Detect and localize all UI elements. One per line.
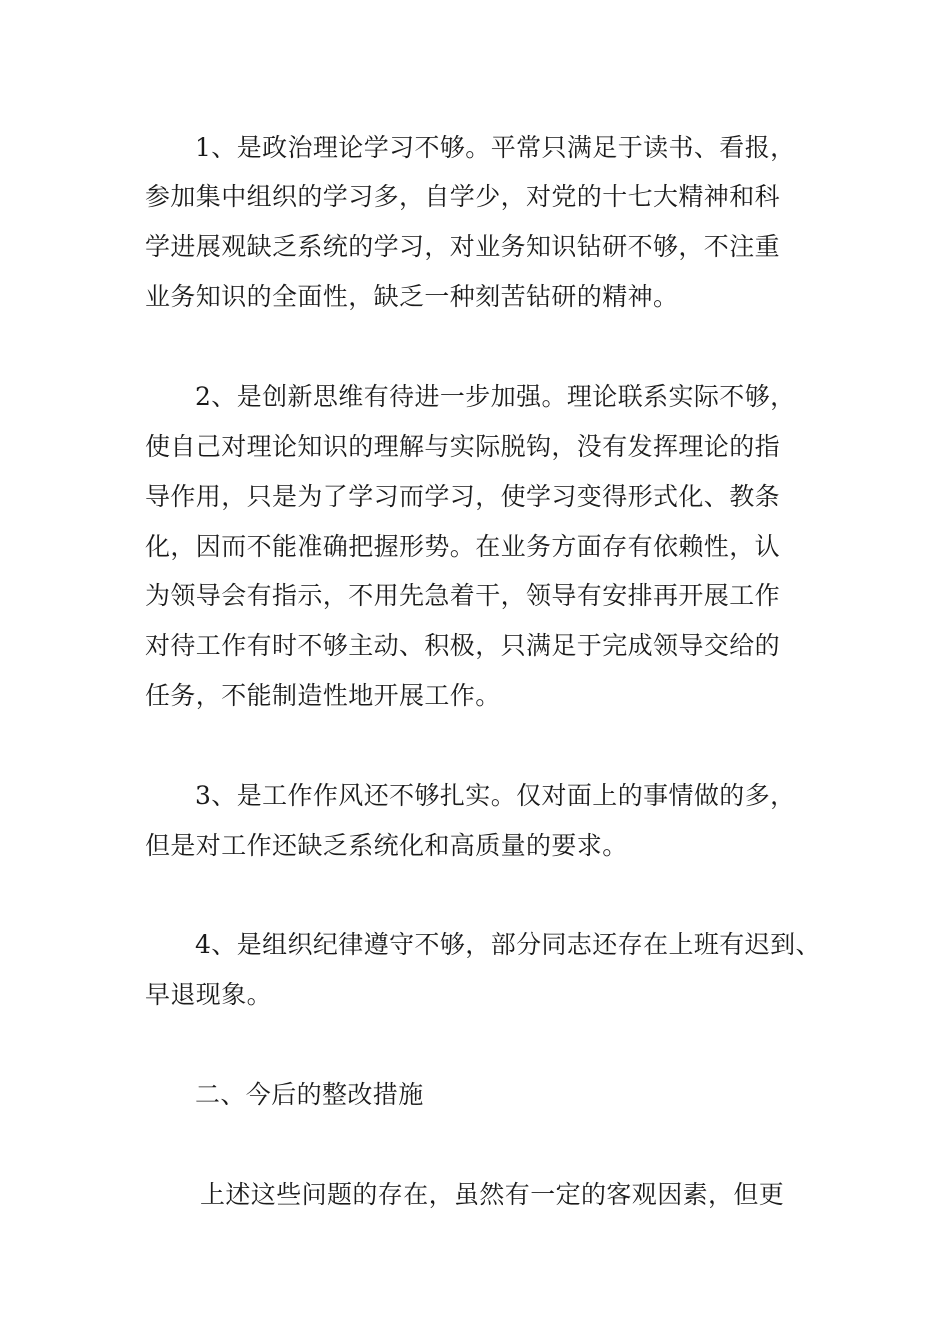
paragraph-3-line-1: 3、是工作作风还不够扎实。仅对面上的事情做的多， <box>195 781 796 810</box>
paragraph-1-line-4: 业务知识的全面性，缺乏一种刻苦钻研的精神。 <box>145 282 679 311</box>
paragraph-2-line-4: 化，因而不能准确把握形势。在业务方面存有依赖性，认 <box>145 532 781 561</box>
paragraph-4-line-2: 早退现象。 <box>145 980 273 1009</box>
paragraph-3-line-2: 但是对工作还缺乏系统化和高质量的要求。 <box>145 831 628 860</box>
paragraph-1-line-1: 1、是政治理论学习不够。平常只满足于读书、看报， <box>195 133 796 162</box>
paragraph-1-line-3: 学进展观缺乏系统的学习，对业务知识钻研不够，不注重 <box>145 232 781 261</box>
paragraph-4-line-1: 4、是组织纪律遵守不够，部分同志还存在上班有迟到、 <box>195 930 821 959</box>
paragraph-2-line-5: 为领导会有指示，不用先急着干，领导有安排再开展工作 <box>145 581 781 610</box>
section-heading: 二、今后的整改措施 <box>195 1080 424 1109</box>
paragraph-5-line-1: 上述这些问题的存在，虽然有一定的客观因素，但更 <box>200 1180 785 1209</box>
paragraph-2-line-2: 使自己对理论知识的理解与实际脱钩，没有发挥理论的指 <box>145 432 781 461</box>
paragraph-2-line-3: 导作用，只是为了学习而学习，使学习变得形式化、教条 <box>145 482 781 511</box>
paragraph-2-line-7: 任务，不能制造性地开展工作。 <box>145 681 501 710</box>
paragraph-1-line-2: 参加集中组织的学习多，自学少，对党的十七大精神和科 <box>145 182 781 211</box>
paragraph-2-line-1: 2、是创新思维有待进一步加强。理论联系实际不够， <box>195 382 796 411</box>
paragraph-2-line-6: 对待工作有时不够主动、积极，只满足于完成领导交给的 <box>145 631 781 660</box>
